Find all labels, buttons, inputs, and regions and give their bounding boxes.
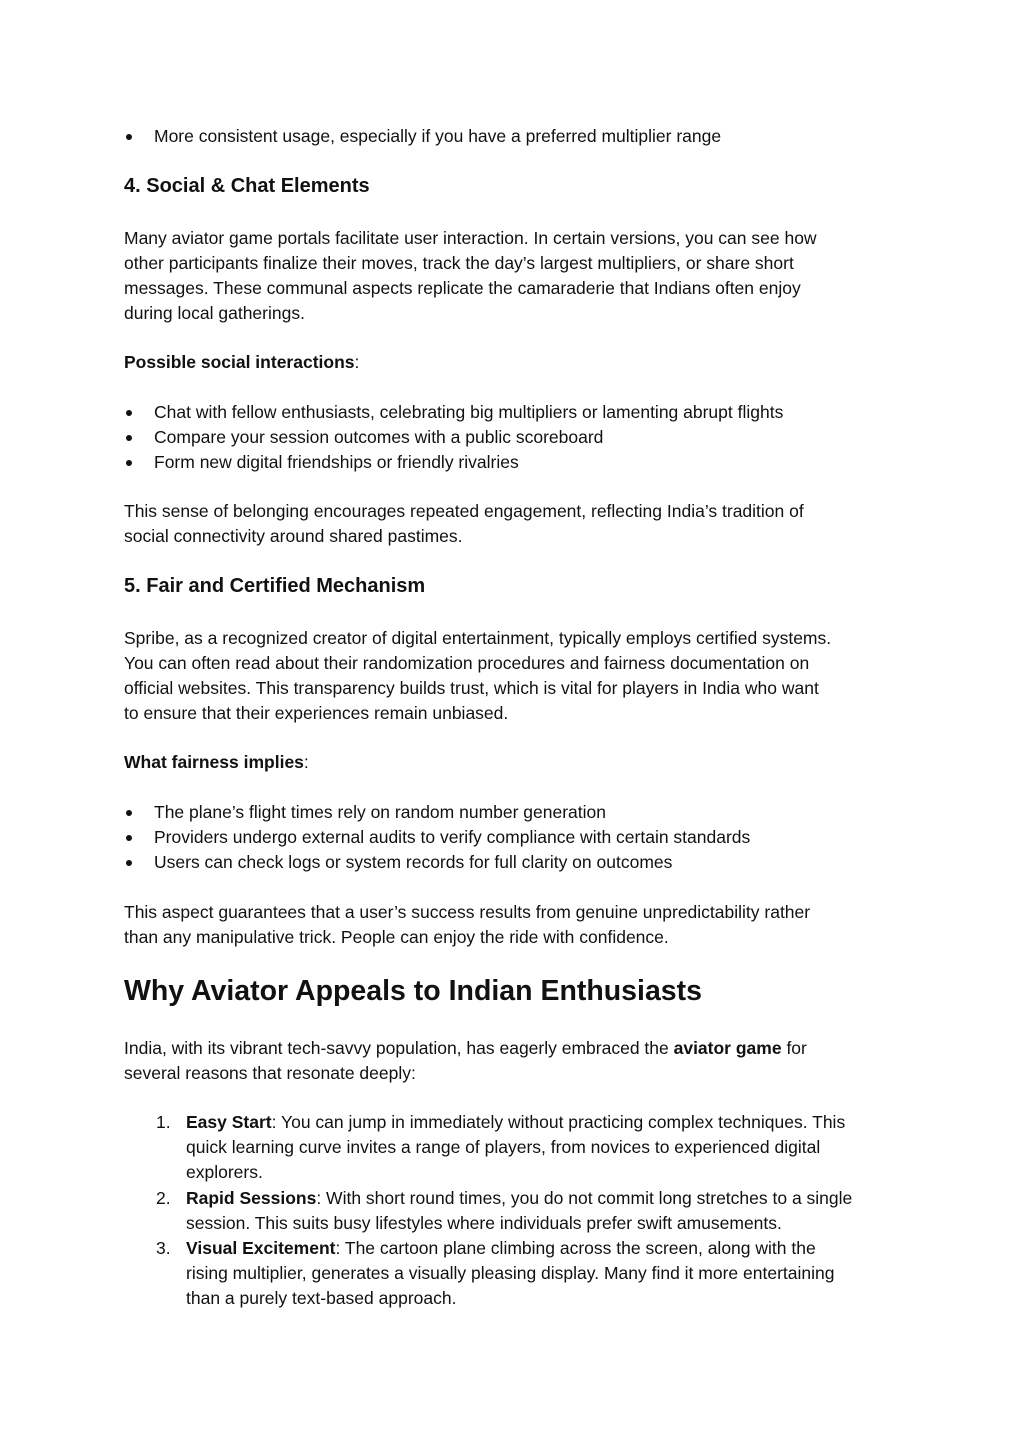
paragraph-line: This sense of belonging encourages repeated engagement, reflecting India’s tradition of xyxy=(124,501,804,521)
list-number: 2. xyxy=(156,1188,171,1208)
paragraph-line: You can often read about their randomization procedures and fairness documentation on xyxy=(124,653,810,673)
list-item: Providers undergo external audits to verify compliance with certain standards xyxy=(154,825,750,850)
paragraph-line: Spribe, as a recognized creator of digital entertainment, typically employs certified systems. xyxy=(124,628,832,648)
paragraph-line: India, with its vibrant tech-savvy population, has eagerly embraced the aviator game for xyxy=(124,1038,807,1058)
sub-label: Possible social interactions: xyxy=(124,352,360,372)
list-item: Form new digital friendships or friendly rivalries xyxy=(154,450,519,475)
sub-label: What fairness implies: xyxy=(124,752,309,772)
numbered-item: 3. Visual Excitement: The cartoon plane climbing across the screen, along with the rising multiplier, generates a visually pleasing display. Many find it more entertaining than a purely text-based approach. xyxy=(156,1238,835,1308)
bullet-icon xyxy=(126,410,132,416)
main-heading: Why Aviator Appeals to Indian Enthusiasts xyxy=(124,975,702,1007)
paragraph-line: This aspect guarantees that a user’s success results from genuine unpredictability rather xyxy=(124,902,811,922)
section-heading: 4. Social & Chat Elements xyxy=(124,175,370,197)
paragraph-line: during local gatherings. xyxy=(124,303,305,323)
bullet-icon xyxy=(126,460,132,466)
list-item: Users can check logs or system records for full clarity on outcomes xyxy=(154,850,672,875)
bullet-icon xyxy=(126,860,132,866)
bullet-icon xyxy=(126,134,132,140)
bullet-icon xyxy=(126,810,132,816)
list-item: Chat with fellow enthusiasts, celebrating big multipliers or lamenting abrupt flights xyxy=(154,400,783,425)
paragraph-line: several reasons that resonate deeply: xyxy=(124,1063,416,1083)
bullet-icon xyxy=(126,435,132,441)
paragraph-line: to ensure that their experiences remain unbiased. xyxy=(124,703,509,723)
paragraph-line: than any manipulative trick. People can enjoy the ride with confidence. xyxy=(124,927,669,947)
paragraph-line: other participants finalize their moves, track the day’s largest multipliers, or share short xyxy=(124,253,794,273)
paragraph-line: social connectivity around shared pastimes. xyxy=(124,526,463,546)
list-item: More consistent usage, especially if you have a preferred multiplier range xyxy=(154,124,721,149)
paragraph-line: messages. These communal aspects replicate the camaraderie that Indians often enjoy xyxy=(124,278,801,298)
list-item: The plane’s flight times rely on random number generation xyxy=(154,800,606,825)
section-heading: 5. Fair and Certified Mechanism xyxy=(124,575,426,597)
list-number: 3. xyxy=(156,1238,171,1258)
bullet-icon xyxy=(126,835,132,841)
numbered-item: 1. Easy Start: You can jump in immediately without practicing complex techniques. This quick learning curve invites a range of players, from novices to experienced digital explorers. xyxy=(156,1112,846,1182)
list-item: Compare your session outcomes with a public scoreboard xyxy=(154,425,603,450)
list-number: 1. xyxy=(156,1112,171,1132)
paragraph-line: Many aviator game portals facilitate user interaction. In certain versions, you can see how xyxy=(124,228,817,248)
numbered-item: 2. Rapid Sessions: With short round times, you do not commit long stretches to a single session. This suits busy lifestyles where individuals prefer swift amusements. xyxy=(156,1188,853,1233)
paragraph-line: official websites. This transparency builds trust, which is vital for players in India who want xyxy=(124,678,819,698)
